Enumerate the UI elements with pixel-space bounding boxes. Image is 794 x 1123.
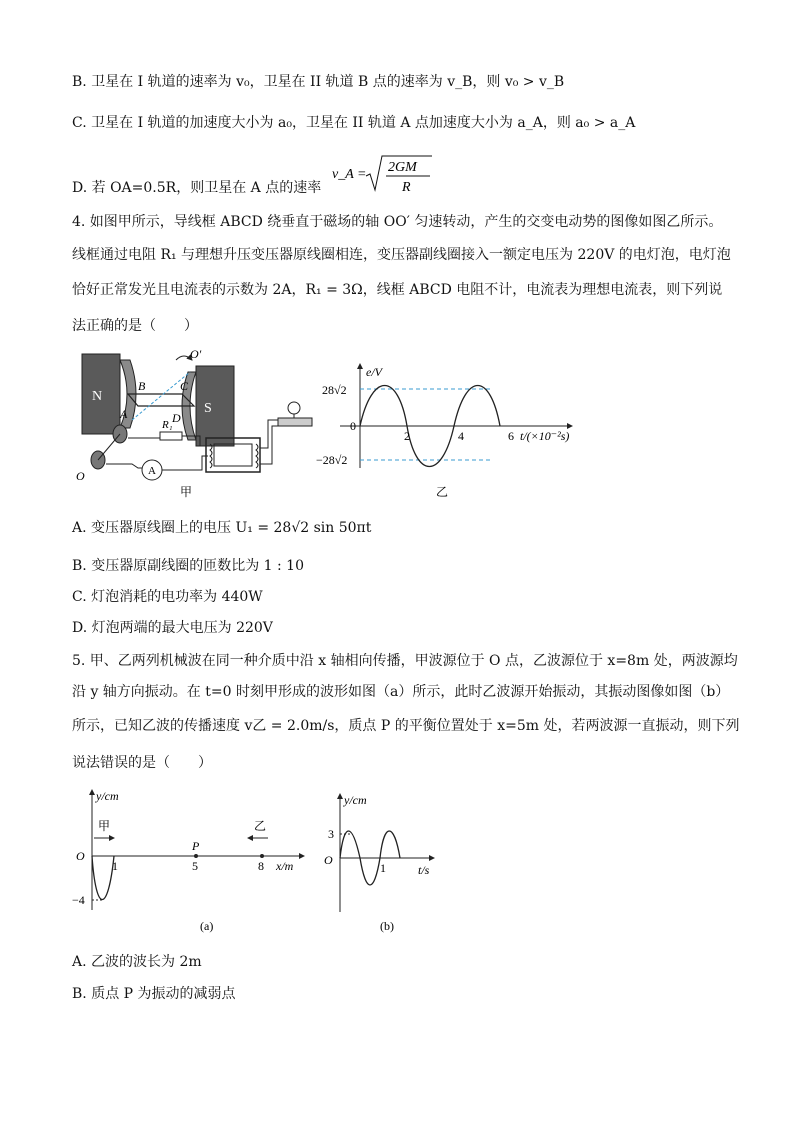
magnet-s <box>196 366 234 446</box>
q5-option-a: A. 乙波的波长为 2m <box>72 954 202 970</box>
x-tick-2: 2 <box>404 429 410 443</box>
q4-option-d: D. 灯泡两端的最大电压为 220V <box>72 620 273 636</box>
q4-stem-line-4: 法正确的是（ ） <box>72 318 198 334</box>
q4-figure-yi <box>310 362 590 502</box>
q3-option-c: C. 卫星在 I 轨道的加速度大小为 a₀，卫星在 II 轨道 A 点加速度大小为 a_A，则 a₀ > a_A <box>72 115 636 131</box>
label-a-vertex: A <box>120 407 128 421</box>
formula-denominator: R <box>401 180 411 195</box>
origin: O <box>76 849 85 863</box>
q4-option-a: A. 变压器原线圈上的电压 U₁ = 28√2 sin 50πt <box>72 520 372 536</box>
q3-option-b: B. 卫星在 I 轨道的速率为 v₀，卫星在 II 轨道 B 点的速率为 v_B，则 v₀ > v_B <box>72 74 565 90</box>
wave-jia <box>92 856 114 900</box>
label-o-prime: O′ <box>190 350 202 361</box>
label-yi: 乙 <box>254 819 267 833</box>
ylabel: y/cm <box>344 793 367 807</box>
origin: O <box>324 853 333 867</box>
ylabel: y/cm <box>96 789 119 803</box>
fig-a-caption: (a) <box>200 919 214 933</box>
q5-figure-b <box>320 790 450 936</box>
label-s: S <box>204 401 212 416</box>
x-tick-1: 1 <box>380 861 386 875</box>
resistor-r1 <box>160 432 182 440</box>
ylabel: e/V <box>366 365 382 379</box>
q4-figure-jia <box>72 350 322 500</box>
q5-stem-line-4: 说法错误的是（ ） <box>72 755 212 771</box>
q4-stem-line-3: 恰好正常发光且电流表的示数为 2A，R₁ = 3Ω，线框 ABCD 电阻不计，电流表为理想电流表，则下列说 <box>72 282 723 298</box>
x-tick-1: 1 <box>112 859 118 873</box>
fig-jia-caption: 甲 <box>180 485 193 499</box>
y-pos-label: 28√2 <box>322 383 347 397</box>
formula-lhs: v_A = <box>331 167 367 182</box>
y-pos: 3 <box>328 827 334 841</box>
x-tick-8: 8 <box>258 859 264 873</box>
q3-option-d-formula <box>331 160 442 210</box>
y-neg: −4 <box>72 893 85 907</box>
q4-stem-line-2: 线框通过电阻 R₁ 与理想升压变压器原线圈相连，变压器副线圈接入一额定电压为 220V 的电灯泡，电灯泡 <box>72 247 731 263</box>
x-tick-4: 4 <box>458 429 464 443</box>
label-c: C <box>180 379 189 393</box>
q5-stem-line-3: 所示，已知乙波的传播速度 v乙 = 2.0m/s，质点 P 的平衡位置处于 x=5m 处，若两波源一直振动，则下列 <box>72 718 740 734</box>
label-b: B <box>138 379 146 393</box>
label-n: N <box>92 389 103 404</box>
label-p: P <box>192 839 200 853</box>
label-d: D <box>172 411 181 425</box>
x-tick-5: 5 <box>192 859 198 873</box>
q5-stem-line-1: 5. 甲、乙两列机械波在同一种介质中沿 x 轴相向传播，甲波源位于 O 点，乙波源位于 x=8m 处，两波源均 <box>72 653 738 669</box>
q4-option-b: B. 变压器原副线圈的匝数比为 1 : 10 <box>72 558 304 574</box>
y-neg-label: −28√2 <box>316 453 348 467</box>
label-ammeter: A <box>148 465 156 477</box>
fig-b-caption: (b) <box>380 919 394 933</box>
origin-label: 0 <box>350 419 356 433</box>
formula-numerator: 2GM <box>387 160 417 175</box>
label-r1: R₁ <box>162 419 173 431</box>
fig-yi-caption: 乙 <box>436 485 449 499</box>
xlabel: t/s <box>418 863 430 877</box>
bulb-holder <box>278 418 312 426</box>
q5-option-b: B. 质点 P 为振动的减弱点 <box>72 986 236 1002</box>
q4-stem-line-1: 4. 如图甲所示，导线框 ABCD 绕垂直于磁场的轴 OO′ 匀速转动，产生的交变电动势的图像如图乙所示。 <box>72 214 723 230</box>
point-source-yi <box>260 854 264 858</box>
q5-figure-a <box>72 786 312 936</box>
bulb <box>288 402 300 414</box>
label-o: O <box>76 469 85 483</box>
x-tick-6: 6 <box>508 429 514 443</box>
xlabel: t/(×10⁻²s) <box>520 429 570 443</box>
q5-stem-line-2: 沿 y 轴方向振动。在 t=0 时刻甲形成的波形如图（a）所示，此时乙波源开始振动，其振动图像如图（b） <box>72 684 730 700</box>
q3-option-d <box>72 160 442 210</box>
xlabel: x/m <box>276 859 294 873</box>
q3-option-d-text: D. 若 OA=0.5R，则卫星在 A 点的速率 <box>72 180 322 196</box>
point-p <box>194 854 198 858</box>
label-jia: 甲 <box>98 819 111 833</box>
q4-option-c: C. 灯泡消耗的电功率为 440W <box>72 589 263 605</box>
